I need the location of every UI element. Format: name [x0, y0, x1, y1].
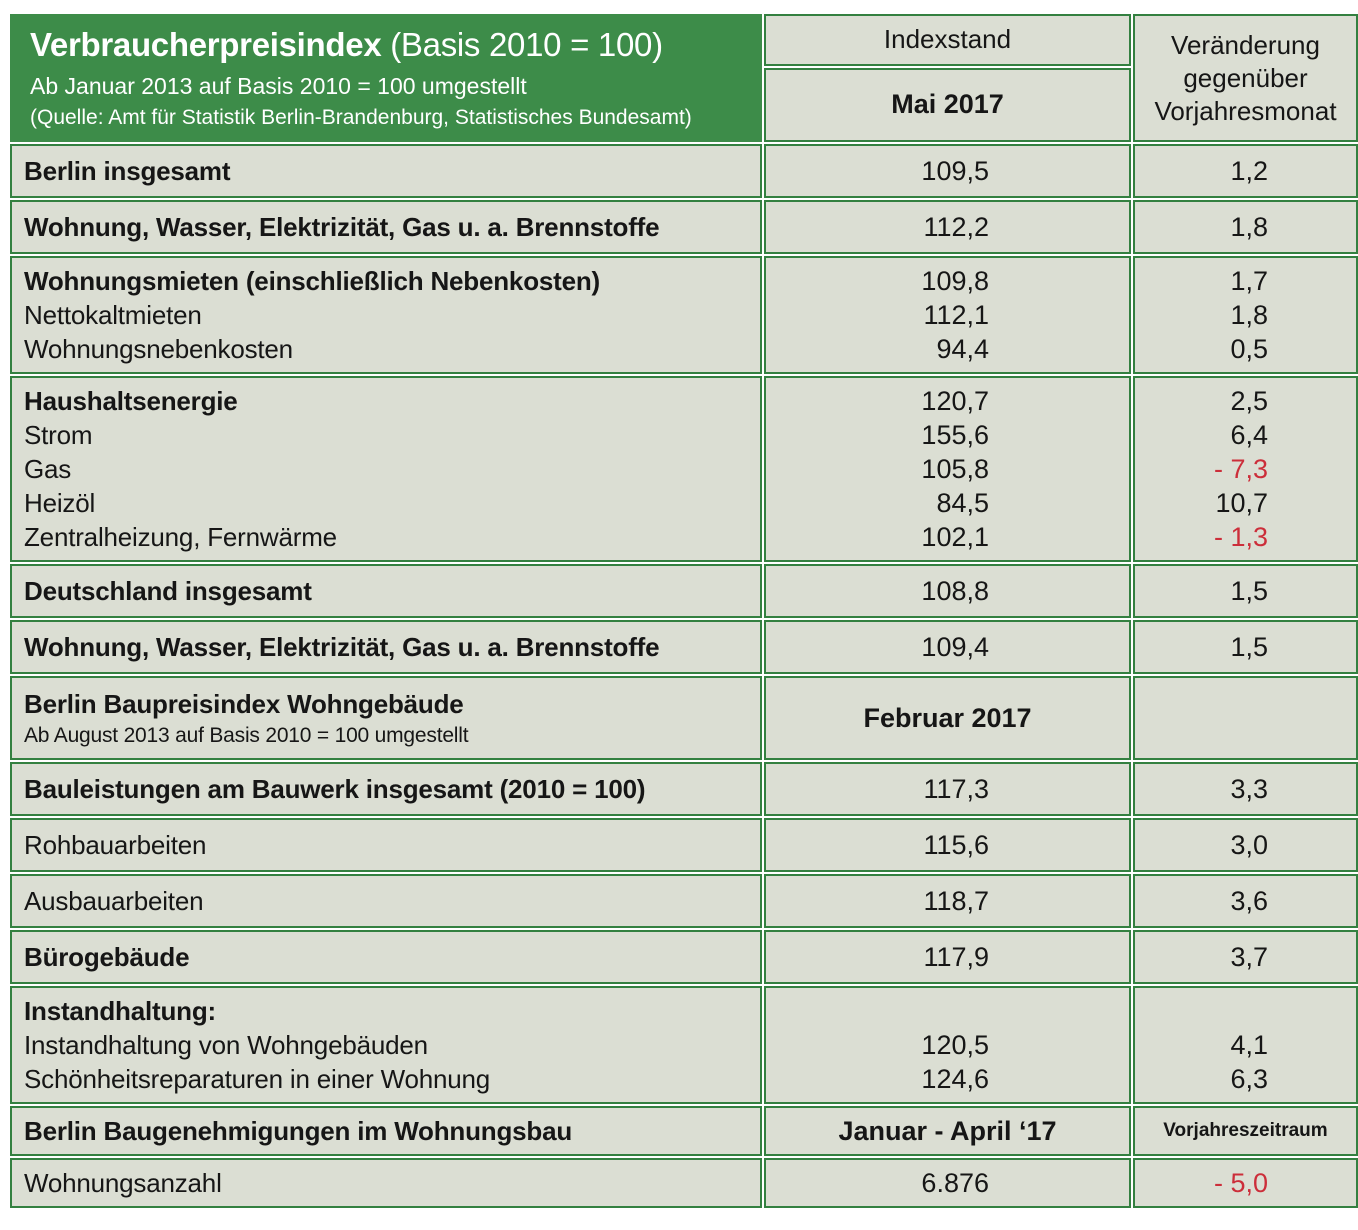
row-value: 117,9 — [764, 930, 1131, 984]
row-value: 94,4 — [936, 334, 989, 364]
row-value: 105,8 — [921, 454, 989, 484]
row-label: Wohnungsnebenkosten — [24, 334, 293, 364]
row-label: Bürogebäude — [10, 930, 762, 984]
row-label: Rohbauarbeiten — [10, 818, 762, 872]
section-label — [10, 676, 762, 760]
row-value: 112,1 — [923, 300, 989, 330]
row-label: Instandhaltung: — [24, 996, 216, 1026]
change-column-subheader: Vorjahreszeitraum — [1133, 1106, 1358, 1156]
row-value: 124,6 — [921, 1064, 989, 1094]
row-change: 1,2 — [1133, 144, 1358, 198]
row-value: 109,8 — [921, 266, 989, 296]
table-title — [30, 26, 742, 64]
row-label: Ausbauarbeiten — [10, 874, 762, 928]
header-row — [10, 14, 1358, 66]
group-labels — [10, 256, 762, 374]
row-value: 120,5 — [921, 1030, 989, 1060]
row-value: 115,6 — [764, 818, 1131, 872]
row-change: 2,5 — [1230, 386, 1268, 416]
row-label: Heizöl — [24, 488, 96, 518]
row-value: 120,7 — [921, 386, 989, 416]
table-row — [10, 930, 1358, 984]
table-row-group — [10, 256, 1358, 374]
table-title-main: Verbraucherpreisindex — [30, 26, 382, 63]
table-row — [10, 200, 1358, 254]
row-change: 0,5 — [1230, 334, 1268, 364]
row-label: Nettokaltmieten — [24, 300, 202, 330]
row-label: Strom — [24, 420, 93, 450]
row-label: Wohnung, Wasser, Elektrizität, Gas u. a. Brennstoffe — [10, 200, 762, 254]
row-label: Wohnungsmieten (einschließlich Nebenkosten) — [24, 266, 600, 296]
row-label: Gas — [24, 454, 72, 484]
group-values — [764, 986, 1131, 1104]
table-title-basis: (Basis 2010 = 100) — [381, 26, 663, 63]
table-row — [10, 1158, 1358, 1208]
column-header-indexstand: Indexstand — [764, 14, 1131, 66]
section-header-row — [10, 676, 1358, 760]
row-sublabel: Ab August 2013 auf Basis 2010 = 100 umgestellt — [24, 723, 469, 747]
group-values — [764, 376, 1131, 562]
group-changes — [1133, 256, 1358, 374]
row-value: 84,5 — [936, 488, 989, 518]
row-value: 112,2 — [764, 200, 1131, 254]
row-value: 109,4 — [764, 620, 1131, 674]
table-subtitle: Ab Januar 2013 auf Basis 2010 = 100 umgestellt — [30, 73, 527, 99]
row-value: 102,1 — [921, 522, 989, 552]
row-value: 155,6 — [921, 420, 989, 450]
table-row — [10, 620, 1358, 674]
group-changes — [1133, 376, 1358, 562]
row-change: 3,3 — [1133, 762, 1358, 816]
row-change: 1,8 — [1133, 200, 1358, 254]
group-values — [764, 256, 1131, 374]
row-value: 108,8 — [764, 564, 1131, 618]
row-value: 6.876 — [764, 1158, 1131, 1208]
row-change-negative: - 7,3 — [1213, 454, 1268, 484]
row-label: Wohnungsanzahl — [10, 1158, 762, 1208]
empty-cell — [1133, 676, 1358, 760]
table-row-group — [10, 376, 1358, 562]
group-labels — [10, 986, 762, 1104]
row-value: 117,3 — [764, 762, 1131, 816]
row-label: Deutschland insgesamt — [10, 564, 762, 618]
table-row — [10, 762, 1358, 816]
row-label: Bauleistungen am Bauwerk insgesamt (2010 = 100) — [10, 762, 762, 816]
row-change: 1,5 — [1133, 620, 1358, 674]
row-change: 3,6 — [1133, 874, 1358, 928]
row-label: Wohnung, Wasser, Elektrizität, Gas u. a. Brennstoffe — [10, 620, 762, 674]
row-change: 1,7 — [1230, 266, 1268, 296]
row-value — [766, 994, 989, 1028]
row-label: Berlin insgesamt — [10, 144, 762, 198]
row-change: 10,7 — [1215, 488, 1268, 518]
section-period: Januar - April ‘17 — [764, 1106, 1131, 1156]
table-row — [10, 564, 1358, 618]
row-value: 109,5 — [764, 144, 1131, 198]
table-title-block — [10, 14, 762, 142]
section-period: Februar 2017 — [764, 676, 1131, 760]
row-change-negative: - 5,0 — [1133, 1158, 1358, 1208]
table-row — [10, 874, 1358, 928]
row-label: Berlin Baugenehmigungen im Wohnungsbau — [10, 1106, 762, 1156]
group-labels — [10, 376, 762, 562]
table-row — [10, 144, 1358, 198]
row-label: Haushaltsenergie — [24, 386, 238, 416]
column-header-change: Veränderung gegenüber Vorjahresmonat — [1133, 14, 1358, 142]
section-header-row — [10, 1106, 1358, 1156]
table-source: (Quelle: Amt für Statistik Berlin-Brandenburg, Statistisches Bundesamt) — [30, 106, 692, 129]
row-change: 6,4 — [1230, 420, 1268, 450]
group-changes — [1133, 986, 1358, 1104]
row-change: 3,0 — [1133, 818, 1358, 872]
row-label: Berlin Baupreisindex Wohngebäude — [24, 688, 464, 719]
row-label: Schönheitsreparaturen in einer Wohnung — [24, 1064, 491, 1094]
consumer-price-index-table — [8, 12, 1358, 1210]
row-value: 118,7 — [764, 874, 1131, 928]
row-change — [1135, 994, 1268, 1028]
row-label: Zentralheizung, Fernwärme — [24, 522, 337, 552]
row-change: 1,5 — [1133, 564, 1358, 618]
table-row — [10, 818, 1358, 872]
table-row-group — [10, 986, 1358, 1104]
row-label: Instandhaltung von Wohngebäuden — [24, 1030, 428, 1060]
row-change: 4,1 — [1230, 1030, 1268, 1060]
row-change: 6,3 — [1230, 1064, 1268, 1094]
row-change: 3,7 — [1133, 930, 1358, 984]
row-change-negative: - 1,3 — [1213, 522, 1268, 552]
column-header-period: Mai 2017 — [764, 68, 1131, 142]
row-change: 1,8 — [1230, 300, 1268, 330]
